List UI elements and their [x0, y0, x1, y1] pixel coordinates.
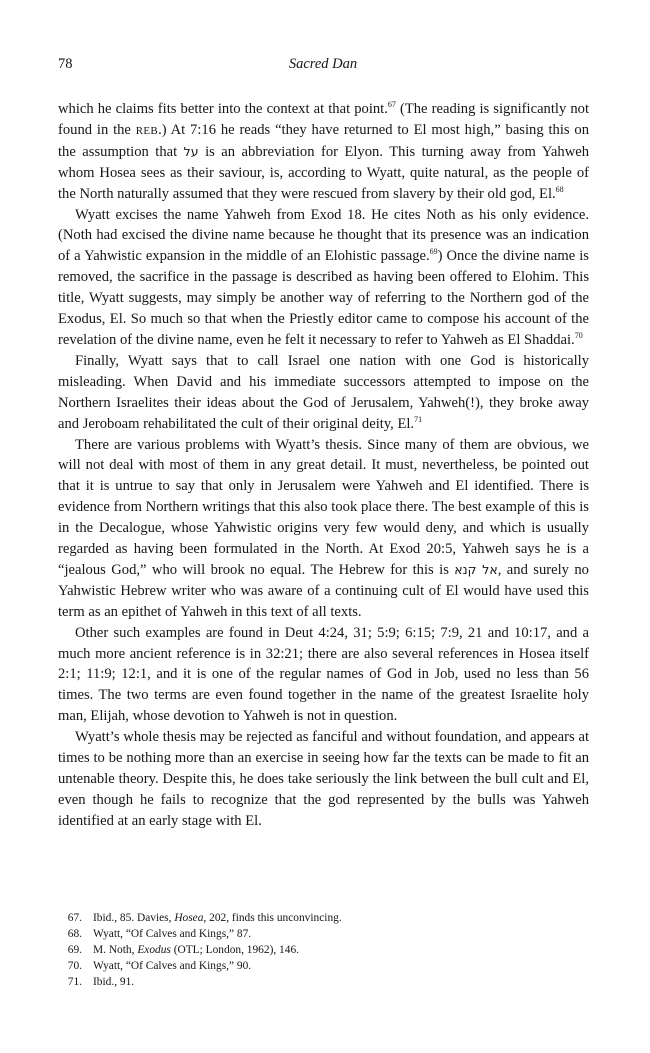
- footnote-text-part: Wyatt, “Of Calves and Kings,” 90.: [93, 960, 252, 973]
- paragraph-text: (The reading is significantly not found in the: [58, 101, 589, 138]
- page-number: 78: [58, 56, 73, 72]
- footnote-number: 69.: [67, 944, 82, 957]
- paragraph-text: is an abbreviation for Elyon. This turning away from Yahweh whom Hosea sees as their saviour, is, according to Wyatt, quite natural, as the people of the North naturally assumed that they were rescued from slavery by their old god, El.: [58, 143, 590, 202]
- footnote-text-part: , 202, finds this unconvincing.: [203, 912, 342, 924]
- footnote: [58, 958, 589, 974]
- paragraph-2: [58, 205, 589, 351]
- paragraph-text: , and surely no Yahwistic Hebrew writer who was aware of a continuing cult of El would have used this term as an epithet of Yahweh in this text of all texts.: [58, 561, 589, 620]
- footnote-number: 67.: [67, 912, 82, 924]
- paragraph-text: Wyatt excises the name Yahweh from Exod 18. He cites Noth as his only evidence. (Noth had excised the divine name because he thought that its presence was an indication of a Yahwistic expansion in the middle of an Elohistic passage.: [58, 206, 589, 265]
- body-text: [58, 99, 589, 832]
- footnote: [58, 942, 589, 958]
- paragraph-text: which he claims fits better into the context at that point.: [58, 101, 388, 117]
- running-head: Sacred Dan: [288, 56, 358, 72]
- footnote-text: [93, 942, 589, 958]
- footnote-text-part: Wyatt, “Of Calves and Kings,” 87.: [93, 928, 252, 941]
- footnote-text-part: Ibid., 91.: [93, 976, 135, 989]
- footnote-ref: 69: [429, 247, 438, 257]
- footnote-text-part: M. Noth,: [93, 944, 138, 957]
- paragraph-text: There are various problems with Wyatt’s thesis. Since many of them are obvious, we will not deal with most of them in any great detail. It must, nevertheless, be pointed out that it is untrue to say that only in Jerusalem were Yahweh and El identified. There is evidence from Northern writings that this also took place there. The best example of this is in the Decalogue, whose Yahwistic origins very few would deny, and which is usually regarded as having been formulated in the North. At Exod 20:5, Yahweh says he is a “jealous God,” who will brook no equal. The Hebrew for this is: [58, 436, 589, 578]
- footnote: [58, 910, 589, 926]
- paragraph-text: Wyatt’s whole thesis may be rejected as fanciful and without foundation, and appears at times to be nothing more than an exercise in seeing how far the texts can be made to fit an untenable theory. Despite this, he does take seriously the link between the bull cult and El, even though he fails to recognize that the god represented by the bulls was Yahweh identified at an early stage with El.: [58, 729, 589, 829]
- footnote-text-part: Ibid., 85. Davies,: [93, 912, 175, 924]
- paragraph-text: ) Once the divine name is removed, the sacrifice in the passage is described as having been offered to Elohim. This title, Wyatt suggests, may simply be another way of referring to the Northern god of the Exodus, El. So much so that when the Priestly editor came to compose his account of the revelation of the divine name, even he felt it necessary to refer to Yahweh as El Shaddai.: [58, 248, 589, 348]
- footnote-ref: 70: [574, 330, 583, 340]
- footnote-number: 70.: [67, 960, 82, 973]
- footnote-title: Hosea: [174, 912, 204, 924]
- hebrew-phrase: אל קנא: [454, 561, 498, 577]
- hebrew-word: על: [183, 143, 199, 159]
- footnote-ref: 71: [414, 414, 423, 424]
- footnote-text: [93, 910, 589, 926]
- abbreviation-reb: REB: [135, 124, 159, 137]
- paragraph-6: [58, 727, 589, 832]
- paragraph-1: [58, 99, 589, 205]
- footnote-number: 68.: [67, 928, 82, 941]
- footnote: [58, 926, 589, 942]
- paragraph-4: [58, 435, 589, 623]
- page-header: [58, 56, 588, 78]
- footnote-text-part: (OTL; London, 1962), 146.: [170, 944, 299, 957]
- footnote-ref: 68: [555, 184, 564, 194]
- paragraph-text: Other such examples are found in Deut 4:24, 31; 5:9; 6:15; 7:9, 21 and 10:17, and a much more ancient reference is in 32:21; there are also several references in Hosea itself 2:1; 11:9; 12:1, and it is one of the regular names of God in Job, used no less than 56 times. The two terms are even found together in the name of the greatest Israelite holy man, Elijah, whose devotion to Yahweh is not in question.: [58, 624, 589, 725]
- paragraph-text: Finally, Wyatt says that to call Israel one nation with one God is historically misleading. When David and his immediate successors attempted to impose on the Northern Israelites their ideas about the God of Jerusalem, Yahweh(!), they broke away and Jeroboam rehabilitated the cult of their original deity, El.: [58, 352, 589, 432]
- footnote: [58, 974, 589, 990]
- footnote-number: 71.: [67, 976, 82, 989]
- paragraph-3: [58, 351, 589, 435]
- footnote-text: [93, 974, 589, 990]
- footnote-text: [93, 958, 589, 974]
- paragraph-5: [58, 623, 589, 728]
- footnote-ref: 67: [387, 100, 396, 109]
- footnote-text: [93, 926, 589, 942]
- paragraph-text: .) At 7:16 he reads “they have returned to El most high,” basing this on the assumption that: [58, 121, 589, 160]
- footnotes: [58, 910, 589, 990]
- footnote-title: Exodus: [137, 944, 171, 957]
